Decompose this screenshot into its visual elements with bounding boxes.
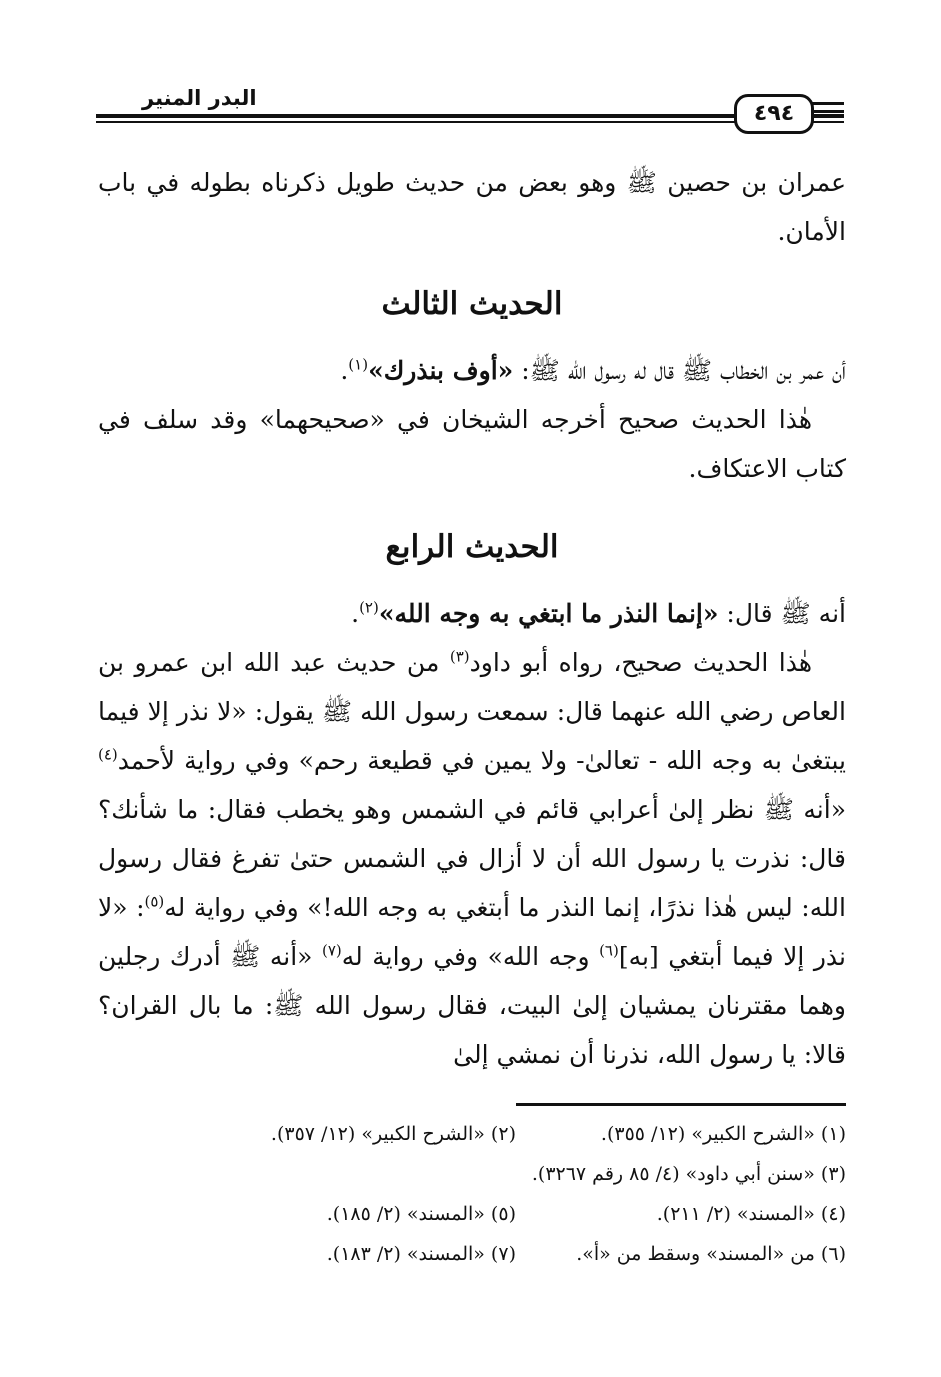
main-text xyxy=(98,158,846,1079)
text-span: . xyxy=(340,356,349,385)
footnote-2: (٢) «الشرح الكبير» (١٢/ ٣٥٧). xyxy=(270,1123,516,1145)
text-span: «أنه ﷺ نظر إلىٰ أعرابي قائم في الشمس وهو يخطب فقال: ما شأنك؟ قال: نذرت يا رسول الله أن لا أزال في الشمس حتىٰ تفرغ فقال رسول الله: ليس هٰذا نذرًا، إنما النذر ما أبتغي به وجه الله!» وفي رواية له xyxy=(98,795,846,922)
paragraph-fourth-hadith xyxy=(98,589,846,638)
paragraph-third-hadith-grading: هٰذا الحديث صحيح أخرجه الشيخان في «صحيحهما» وقد سلف في كتاب الاعتكاف. xyxy=(98,405,846,483)
text-span: : «لا نذر إلا فيما أبتغي [به] xyxy=(98,893,846,971)
header-ornament-dash xyxy=(812,110,844,113)
text-span: من حديث عبد الله ابن عمرو بن العاص رضي الله عنهما قال: سمعت رسول الله ﷺ يقول: «لا نذر إلا فيما يبتغىٰ به وجه الله - تعالىٰ- ولا يمين في قطيعة رحم» وفي رواية لأحمد xyxy=(98,648,846,775)
footnote-ref: (٢) xyxy=(359,598,379,617)
text-span: أنه ﷺ قال: xyxy=(718,599,846,628)
text-span: وجه الله» وفي رواية له xyxy=(341,942,600,971)
footnote-ref: (٦) xyxy=(599,941,619,960)
hadith-quote: «أوف بنذرك» xyxy=(368,356,514,385)
footnote-ref: (٣) xyxy=(449,647,470,666)
footnote-1: (١) «الشرح الكبير» (١٢/ ٣٥٥). xyxy=(600,1123,846,1145)
footnote-separator xyxy=(516,1103,846,1106)
section-heading-fourth-hadith: الحديث الرابع xyxy=(385,529,559,565)
footnote-5: (٥) «المسند» (٢/ ١٨٥). xyxy=(326,1203,516,1225)
footnote-ref: (١) xyxy=(348,355,369,374)
text-span: هٰذا الحديث صحيح، رواه أبو داود xyxy=(469,648,812,677)
header-rule-thin xyxy=(96,121,844,123)
paragraph-continuation: عمران بن حصين ﷺ وهو بعض من حديث طويل ذكرناه بطوله في باب الأمان. xyxy=(98,168,846,246)
text-span: . xyxy=(351,599,360,628)
text-span: «أنه ﷺ أدرك رجلين وهما مقترنان يمشيان إلىٰ البيت، فقال رسول الله ﷺ: ما بال القران؟ قالا: يا رسول الله، نذرنا أن نمشي إلىٰ xyxy=(98,942,846,1069)
header-rule-thick xyxy=(96,114,844,118)
hadith-quote: «إنما النذر ما ابتغي به وجه الله» xyxy=(378,599,719,628)
footnote-row xyxy=(98,1234,846,1274)
book-title: البدر المنير xyxy=(136,86,263,110)
footnotes xyxy=(98,1114,846,1274)
footnote-6: (٦) من «المسند» وسقط من «أ». xyxy=(576,1243,846,1265)
section-heading-third-hadith: الحديث الثالث xyxy=(381,286,563,322)
page-number: ٤٩٤ xyxy=(734,94,814,134)
footnote-7: (٧) «المسند» (٢/ ١٨٣). xyxy=(326,1243,516,1265)
header-ornament-dash xyxy=(812,102,844,105)
paragraph-third-hadith xyxy=(98,346,846,395)
footnote-row xyxy=(98,1114,846,1154)
running-header xyxy=(96,82,844,130)
footnote-ref: (٤) xyxy=(98,745,118,764)
footnote-row xyxy=(98,1194,846,1234)
text-span: أن عمر بن الخطاب ﷺ قال له رسول الله ﷺ: xyxy=(513,356,846,385)
footnote-ref: (٥) xyxy=(144,892,165,911)
paragraph-fourth-hadith-grading xyxy=(98,638,846,1079)
footnote-row xyxy=(98,1154,846,1194)
footnote-ref: (٧) xyxy=(321,941,342,960)
footnote-4: (٤) «المسند» (٢/ ٢١١). xyxy=(656,1203,846,1225)
footnote-3: (٣) «سنن أبي داود» (٤/ ٨٥ رقم ٣٢٦٧). xyxy=(531,1163,846,1185)
